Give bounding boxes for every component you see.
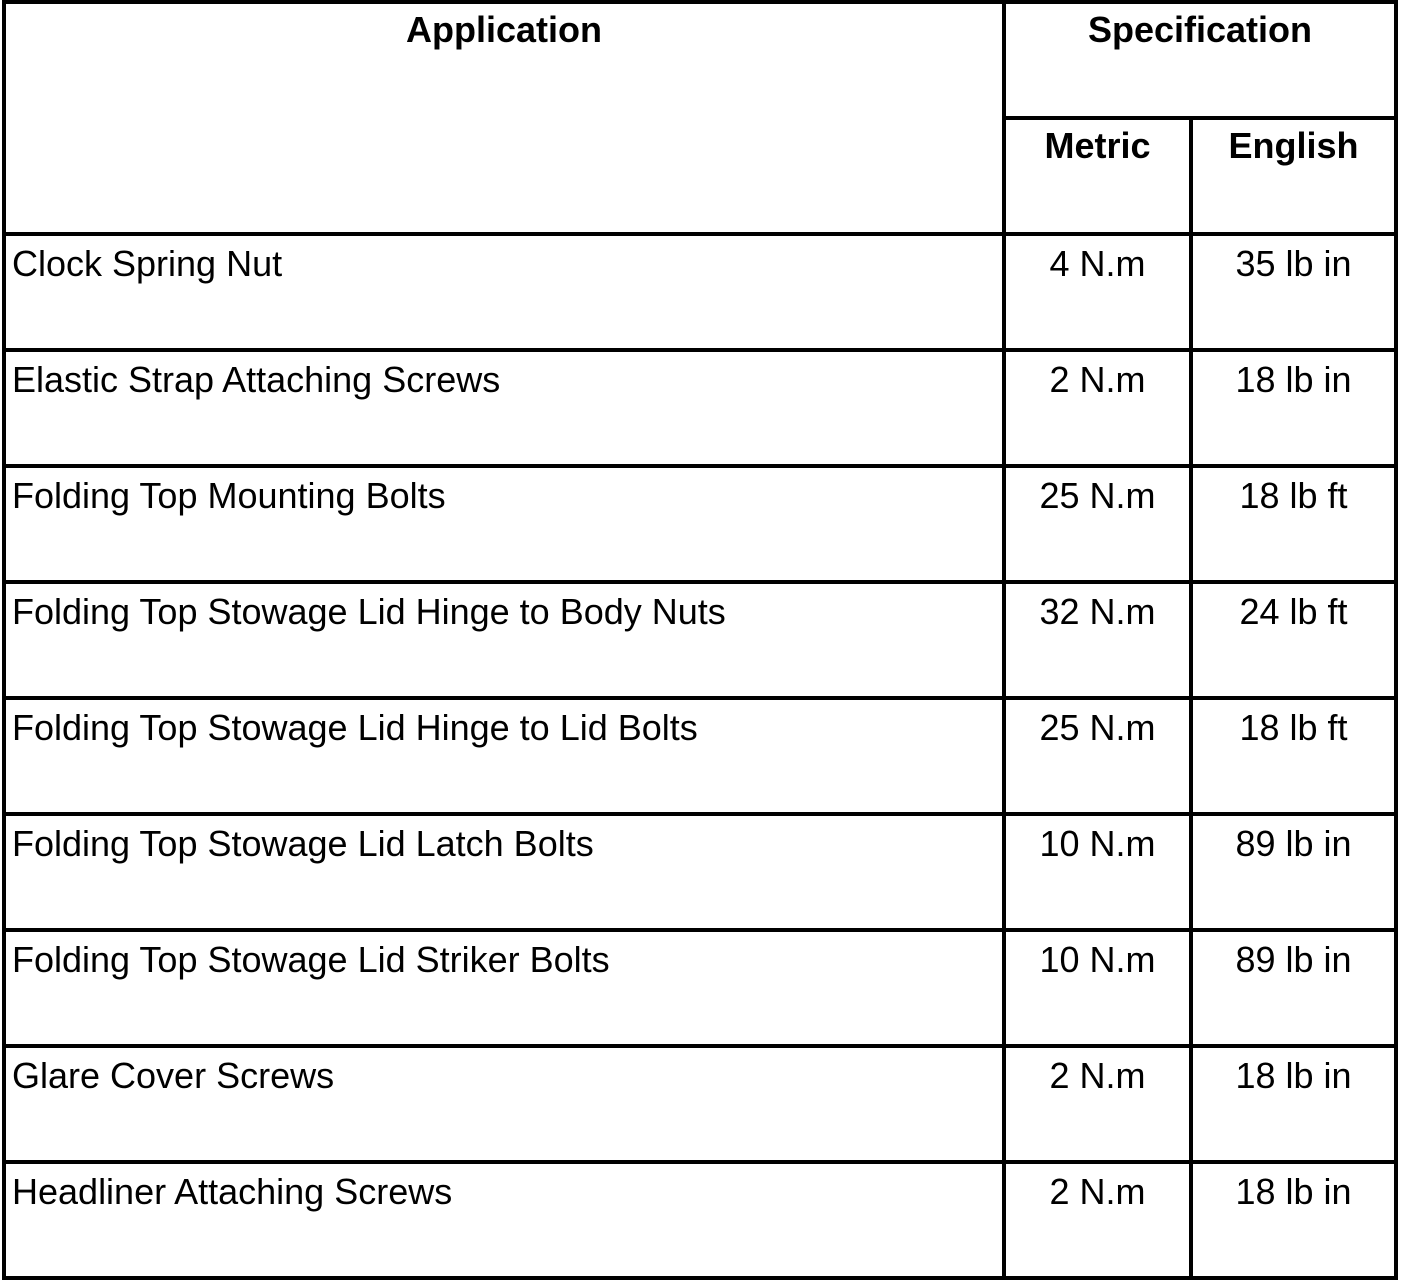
english-cell: 18 lb ft xyxy=(1191,466,1396,582)
table-row xyxy=(4,466,1396,582)
metric-cell: 32 N.m xyxy=(1004,582,1191,698)
application-cell: Elastic Strap Attaching Screws xyxy=(4,350,1004,466)
application-cell: Glare Cover Screws xyxy=(4,1046,1004,1162)
table-row xyxy=(4,814,1396,930)
english-cell: 89 lb in xyxy=(1191,814,1396,930)
metric-cell: 10 N.m xyxy=(1004,930,1191,1046)
specification-group-header: Specification xyxy=(1004,2,1396,118)
application-cell: Folding Top Mounting Bolts xyxy=(4,466,1004,582)
table-row xyxy=(4,234,1396,350)
application-cell: Folding Top Stowage Lid Latch Bolts xyxy=(4,814,1004,930)
english-cell: 24 lb ft xyxy=(1191,582,1396,698)
metric-cell: 25 N.m xyxy=(1004,466,1191,582)
english-cell: 18 lb ft xyxy=(1191,698,1396,814)
metric-cell: 2 N.m xyxy=(1004,1162,1191,1278)
application-column-header: Application xyxy=(4,2,1004,234)
fastener-specification-table xyxy=(2,0,1398,1280)
metric-cell: 4 N.m xyxy=(1004,234,1191,350)
english-cell: 18 lb in xyxy=(1191,1162,1396,1278)
table-row xyxy=(4,1162,1396,1278)
application-cell: Headliner Attaching Screws xyxy=(4,1162,1004,1278)
application-cell: Folding Top Stowage Lid Striker Bolts xyxy=(4,930,1004,1046)
table-row xyxy=(4,1046,1396,1162)
metric-cell: 2 N.m xyxy=(1004,1046,1191,1162)
table-row xyxy=(4,350,1396,466)
application-cell: Folding Top Stowage Lid Hinge to Lid Bolts xyxy=(4,698,1004,814)
english-cell: 18 lb in xyxy=(1191,350,1396,466)
english-cell: 35 lb in xyxy=(1191,234,1396,350)
table-row xyxy=(4,930,1396,1046)
application-cell: Folding Top Stowage Lid Hinge to Body Nuts xyxy=(4,582,1004,698)
metric-cell: 25 N.m xyxy=(1004,698,1191,814)
metric-cell: 10 N.m xyxy=(1004,814,1191,930)
metric-column-header: Metric xyxy=(1004,118,1191,234)
table-row xyxy=(4,698,1396,814)
english-cell: 89 lb in xyxy=(1191,930,1396,1046)
english-column-header: English xyxy=(1191,118,1396,234)
metric-cell: 2 N.m xyxy=(1004,350,1191,466)
table-row xyxy=(4,582,1396,698)
table-body xyxy=(4,234,1396,1278)
english-cell: 18 lb in xyxy=(1191,1046,1396,1162)
application-cell: Clock Spring Nut xyxy=(4,234,1004,350)
header-row-top xyxy=(4,2,1396,118)
